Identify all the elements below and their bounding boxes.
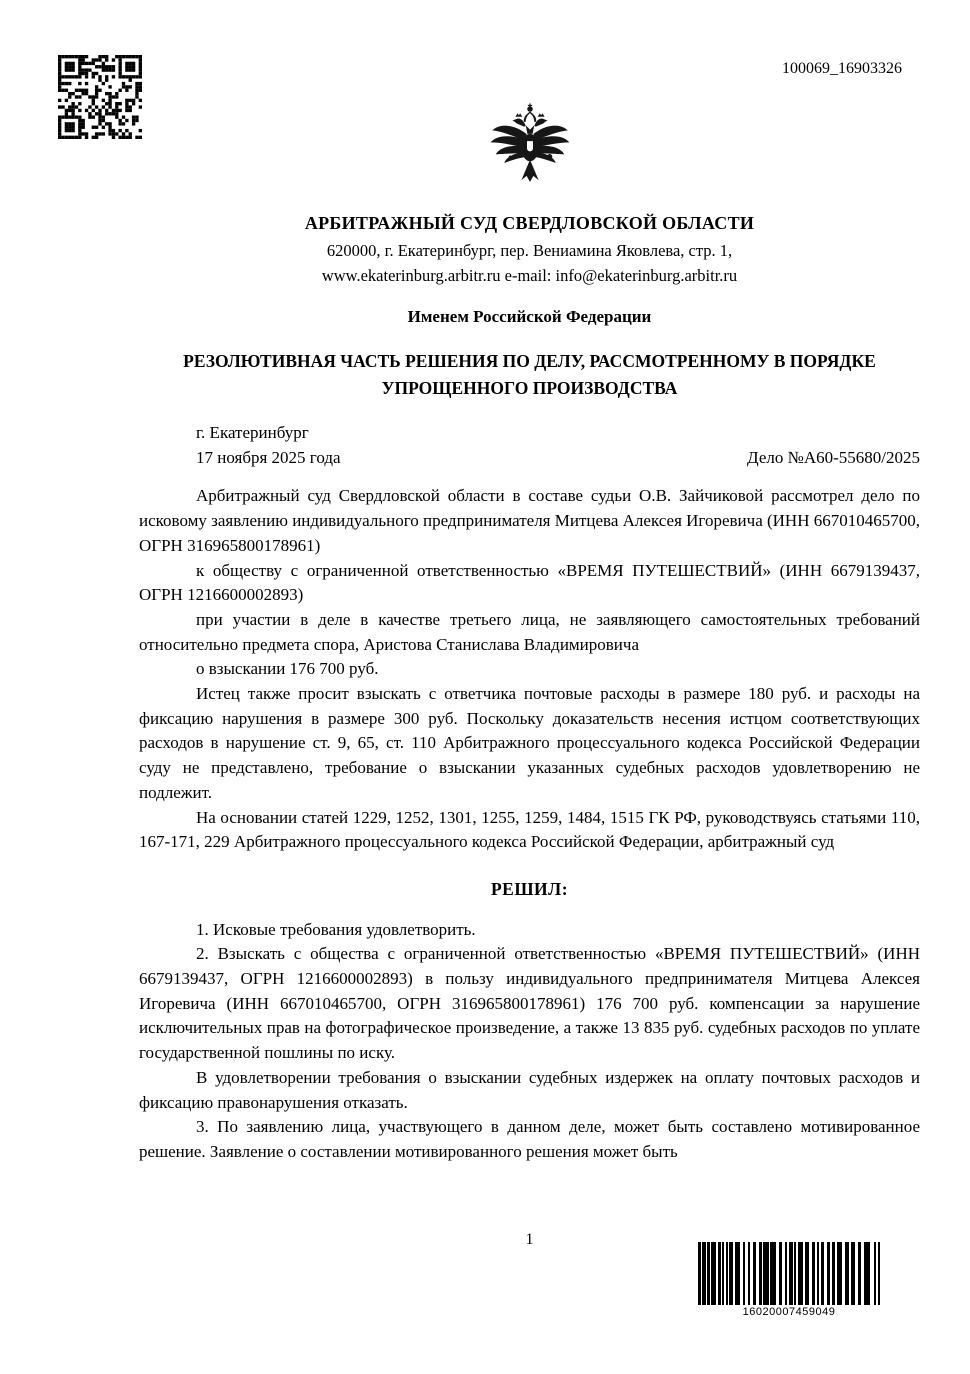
- court-address: 620000, г. Екатеринбург, пер. Вениамина Яковлева, стр. 1,: [326, 241, 733, 260]
- case-date: 17 ноября 2025 года: [196, 447, 341, 467]
- document-body: [139, 421, 920, 1165]
- court-name: АРБИТРАЖНЫЙ СУД СВЕРДЛОВСКОЙ ОБЛАСТИ: [304, 213, 755, 233]
- court-contacts: www.ekaterinburg.arbitr.ru e-mail: info@ekaterinburg.arbitr.ru: [321, 266, 738, 285]
- resolution-item-1: 1. Исковые требования удовлетворить.: [196, 919, 476, 939]
- coat-of-arms-icon: [484, 103, 576, 199]
- page-number: 1: [525, 1231, 534, 1248]
- in-name-of-federation-line: Именем Российской Федерации: [407, 307, 652, 326]
- document-title: РЕЗОЛЮТИВНАЯ ЧАСТЬ РЕШЕНИЯ ПО ДЕЛУ, РАССМОТРЕННОМУ В ПОРЯДКЕ УПРОЩЕННОГО ПРОИЗВОДСТВА: [183, 351, 876, 398]
- barcode: [698, 1242, 880, 1318]
- resolution-item-2: 2. Взыскать с общества с ограниченной ответственностью «ВРЕМЯ ПУТЕШЕСТВИЙ» (ИНН 6679139437, ОГРН 1216600002893) в пользу индивидуального предпринимателя Митцева Алексея Игоревича (ИНН 667010465700, ОГРН 316965800178961) 176 700 руб. компенсации за нарушение исключительных прав на фотографическое произведение, а также 13 835 руб. судебных расходов по уплате государственной пошлины по иску.: [139, 944, 920, 1063]
- qr-code-icon: [58, 55, 142, 139]
- case-date-row: [139, 446, 920, 471]
- resolution-item-3: 3. По заявлению лица, участвующего в данном деле, может быть составлено мотивированное решение. Заявление о составлении мотивированного решения может быть: [139, 1117, 920, 1161]
- court-header: [139, 213, 920, 402]
- case-number: Дело №А60-55680/2025: [747, 447, 920, 467]
- case-city: г. Екатеринбург: [196, 423, 309, 442]
- intro-paragraph-defendant: к обществу с ограниченной ответственностью «ВРЕМЯ ПУТЕШЕСТВИЙ» (ИНН 6679139437, ОГРН 1216600002893): [139, 560, 920, 605]
- intro-paragraph-claim-amount: о взыскании 176 700 руб.: [196, 659, 379, 679]
- intro-paragraph-court-composition: Арбитражный суд Свердловской области в составе судьи О.В. Зайчиковой рассмотрел дело по исковому заявлению индивидуального предпринимателя Митцева Алексея Игоревича (ИНН 667010465700, ОГРН 316965800178961): [139, 486, 920, 555]
- intro-paragraph-third-party: при участии в деле в качестве третьего лица, не заявляющего самостоятельных требований относительно предмета спора, Аристова Станислава Владимировича: [139, 609, 920, 654]
- resolution-heading: РЕШИЛ:: [490, 878, 569, 899]
- barcode-number: 16020007459049: [742, 1306, 836, 1318]
- document-id: 100069_16903326: [782, 60, 902, 77]
- findings-paragraph-legal-basis: На основании статей 1229, 1252, 1301, 1255, 1259, 1484, 1515 ГК РФ, руководствуясь статьями 110, 167-171, 229 Арбитражного процессуального кодекса Российской Федерации, арбитражный суд: [139, 807, 920, 852]
- resolution-item-refusal: В удовлетворении требования о взыскании судебных издержек на оплату почтовых расходов и фиксацию правонарушения отказать.: [139, 1067, 920, 1112]
- findings-paragraph-costs: Истец также просит взыскать с ответчика почтовые расходы в размере 180 руб. и расходы на фиксацию нарушения в размере 300 руб. Поскольку доказательств несения истцом соответствующих расходов в нарушение ст. 9, 65, ст. 110 Арбитражного процессуального кодекса Российской Федерации суду не представлено, требование о взыскании указанных судебных расходов удовлетворению не подлежит.: [139, 684, 920, 802]
- barcode-icon: [698, 1242, 880, 1305]
